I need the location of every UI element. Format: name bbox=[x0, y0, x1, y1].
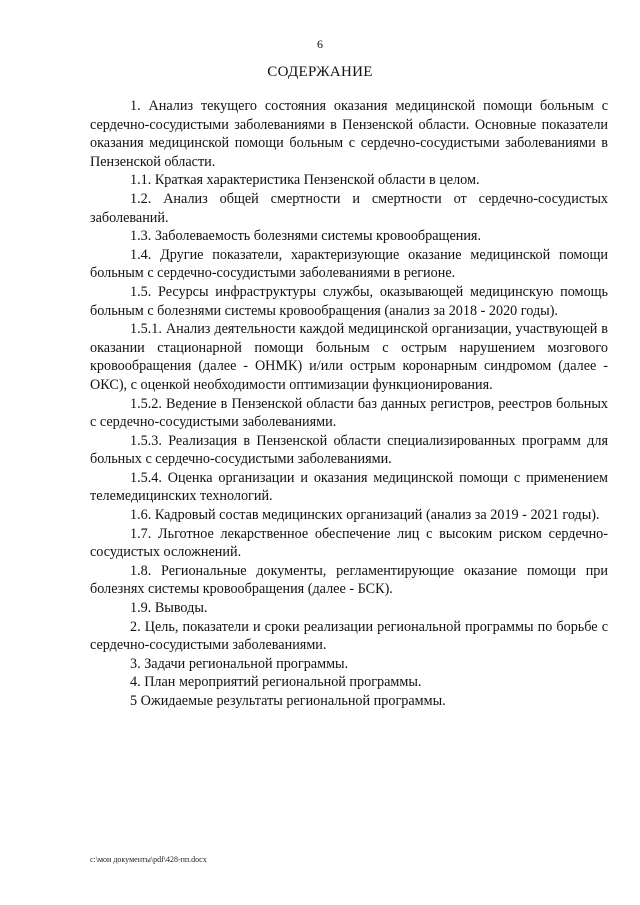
page-number: 6 bbox=[317, 37, 323, 51]
toc-entry: 2. Цель, показатели и сроки реализации региональной программы по борьбе с сердечно-сосудистыми заболеваниями. bbox=[90, 618, 608, 654]
toc-entry: 1.2. Анализ общей смертности и смертности от сердечно-сосудистых заболеваний. bbox=[90, 190, 608, 226]
toc-entry: 1.8. Региональные документы, регламентирующие оказание помощи при болезнях системы кровообращения (далее - БСК). bbox=[90, 562, 608, 598]
toc-entry: 4. План мероприятий региональной программы. bbox=[130, 674, 422, 691]
toc-entry: 1.5.4. Оценка организации и оказания медицинской помощи с применением телемедицинских технологий. bbox=[90, 469, 608, 505]
toc-entry: 1.5.3. Реализация в Пензенской области специализированных программ для больных с сердечно-сосудистыми заболеваниями. bbox=[90, 432, 608, 468]
toc-entry: 1. Анализ текущего состояния оказания медицинской помощи больным с сердечно-сосудистыми заболеваниями в Пензенской области. Основные показатели оказания медицинской помощи больным с сердечно-сосудистыми заболеваниями в Пензенской области. bbox=[90, 98, 608, 170]
footer-file-path: c:\мои документы\pdf\428-пп.docx bbox=[90, 855, 207, 864]
toc-entry: 1.5. Ресурсы инфраструктуры службы, оказывающей медицинскую помощь больным с болезнями системы кровообращения (анализ за 2018 - 2020 годы). bbox=[90, 283, 608, 319]
toc-entry: 3. Задачи региональной программы. bbox=[130, 655, 349, 672]
toc-entry: 1.5.2. Ведение в Пензенской области баз данных регистров, реестров больных с сердечно-сосудистыми заболеваниями. bbox=[90, 395, 608, 431]
table-of-contents bbox=[90, 97, 608, 711]
toc-entry: 1.3. Заболеваемость болезнями системы кровообращения. bbox=[130, 228, 481, 245]
toc-entry: 1.7. Льготное лекарственное обеспечение лиц с высоким риском сердечно-сосудистых осложнений. bbox=[90, 525, 608, 561]
toc-entry: 1.1. Краткая характеристика Пензенской области в целом. bbox=[130, 172, 480, 189]
toc-entry: 5 Ожидаемые результаты региональной программы. bbox=[130, 693, 446, 709]
toc-entry: 1.9. Выводы. bbox=[130, 600, 208, 617]
toc-entry: 1.4. Другие показатели, характеризующие оказание медицинской помощи больным с сердечно-сосудистыми заболеваниями в регионе. bbox=[90, 246, 608, 282]
toc-entry: 1.6. Кадровый состав медицинских организаций (анализ за 2019 - 2021 годы). bbox=[130, 507, 600, 524]
toc-entry: 1.5.1. Анализ деятельности каждой медицинской организации, участвующей в оказании стационарной помощи больным с острым нарушением мозгового кровообращения (далее - ОНМК) и/или острым коронарным синдромом (далее - ОКС), с оценкой необходимости оптимизации функционирования. bbox=[90, 321, 608, 393]
page-title: СОДЕРЖАНИЕ bbox=[267, 64, 373, 80]
